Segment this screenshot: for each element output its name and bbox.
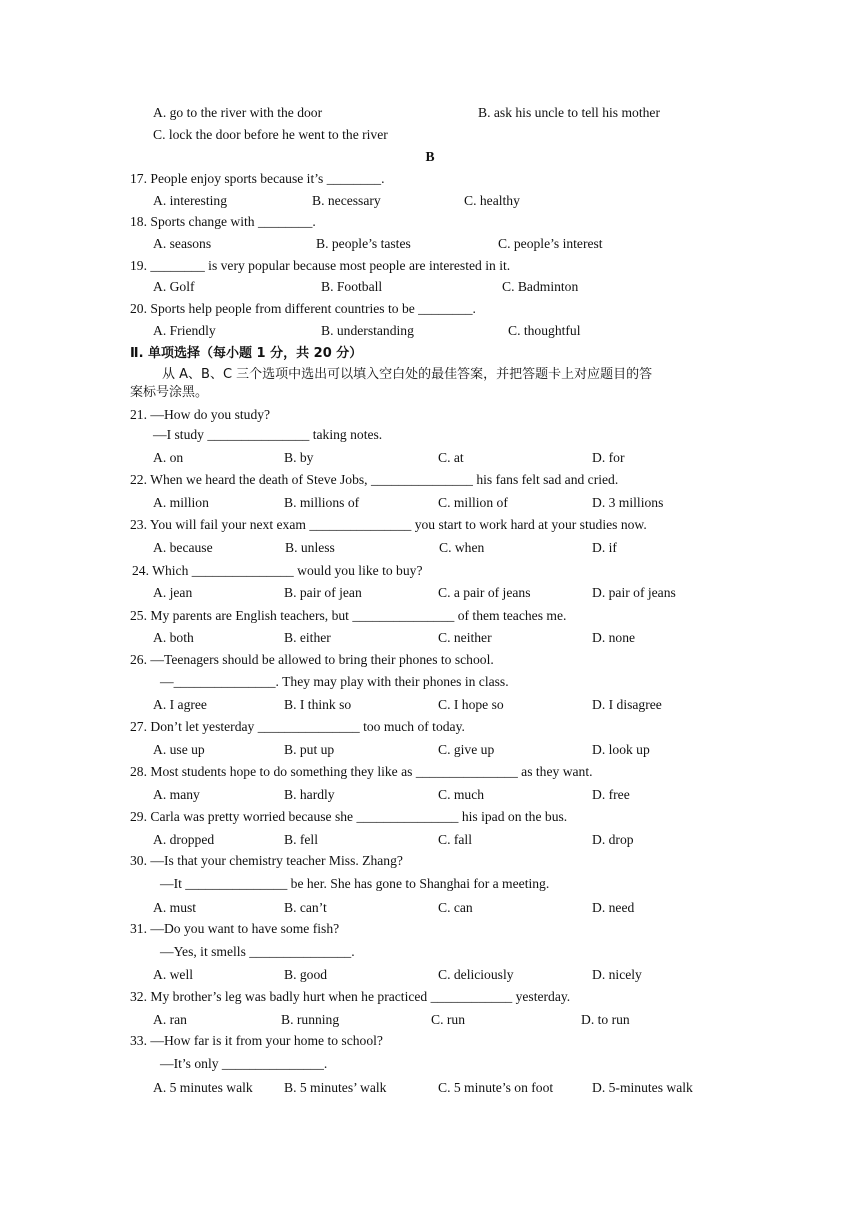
option-33-c: C. 5 minute’s on foot (438, 1080, 554, 1095)
section-2-title: Ⅱ. 单项选择（每小题 1 分，共 20 分） (130, 346, 363, 361)
option-27-a: A. use up (153, 742, 205, 757)
option-25-c: C. neither (438, 630, 492, 645)
option-27-c: C. give up (438, 742, 495, 757)
option-24-a: A. jean (153, 585, 193, 600)
option-26-d: D. I disagree (592, 697, 662, 712)
option-33-a: A. 5 minutes walk (153, 1080, 253, 1095)
option-28-d: D. free (592, 787, 630, 802)
option-30-d: D. need (592, 900, 635, 915)
option-29-b: B. fell (284, 832, 318, 847)
option-23-b: B. unless (285, 540, 335, 555)
option-27-b: B. put up (284, 742, 335, 757)
option-30-a: A. must (153, 900, 197, 915)
option-28-a: A. many (153, 787, 200, 802)
option-28-b: B. hardly (284, 787, 335, 802)
option-18-b: B. people’s tastes (316, 236, 411, 251)
question-19: 19. ________ is very popular because most people are interested in it. (130, 258, 511, 273)
option-21-d: D. for (592, 450, 625, 465)
option-24-b: B. pair of jean (284, 585, 362, 600)
option-33-d: D. 5-minutes walk (592, 1080, 693, 1095)
option-17-b: B. necessary (312, 193, 381, 208)
question-30-response: —It _______________ be her. She has gone to Shanghai for a meeting. (160, 876, 550, 891)
question-25: 25. My parents are English teachers, but _______________ of them teaches me. (130, 608, 567, 623)
option-32-d: D. to run (581, 1012, 630, 1027)
question-31-response: —Yes, it smells _______________. (160, 944, 355, 959)
option-21-c: C. at (438, 450, 464, 465)
option-32-b: B. running (281, 1012, 340, 1027)
option-26-b: B. I think so (284, 697, 352, 712)
question-22: 22. When we heard the death of Steve Jobs, _______________ his fans felt sad and cried. (130, 472, 619, 487)
question-21-response: —I study _______________ taking notes. (153, 427, 383, 442)
option-17-c: C. healthy (464, 193, 520, 208)
option-20-a: A. Friendly (153, 323, 216, 338)
question-18: 18. Sports change with ________. (130, 214, 316, 229)
option-20-b: B. understanding (321, 323, 414, 338)
question-24: 24. Which _______________ would you like to buy? (132, 563, 423, 578)
part-b-heading: B (425, 149, 435, 164)
option-32-c: C. run (431, 1012, 465, 1027)
question-17: 17. People enjoy sports because it’s ________. (130, 171, 385, 186)
question-27: 27. Don’t let yesterday _______________ too much of today. (130, 719, 465, 734)
option-30-b: B. can’t (284, 900, 327, 915)
option-16-a: A. go to the river with the door (153, 105, 323, 120)
question-33-response: —It’s only _______________. (160, 1056, 328, 1071)
option-17-a: A. interesting (153, 193, 227, 208)
question-20: 20. Sports help people from different countries to be ________. (130, 301, 476, 316)
option-16-b: B. ask his uncle to tell his mother (478, 105, 660, 120)
question-26: 26. —Teenagers should be allowed to bring their phones to school. (130, 652, 494, 667)
option-22-a: A. million (153, 495, 209, 510)
option-25-a: A. both (153, 630, 194, 645)
question-23: 23. You will fail your next exam _______________ you start to work hard at your studies now. (130, 517, 647, 532)
option-25-d: D. none (592, 630, 636, 645)
option-31-b: B. good (284, 967, 328, 982)
section-2-instruction-line2: 案标号涂黑。 (130, 385, 209, 400)
option-18-c: C. people’s interest (498, 236, 603, 251)
option-29-a: A. dropped (153, 832, 215, 847)
option-30-c: C. can (438, 900, 473, 915)
question-21: 21. —How do you study? (130, 407, 271, 422)
option-20-c: C. thoughtful (508, 323, 581, 338)
question-31: 31. —Do you want to have some fish? (130, 921, 340, 936)
option-19-c: C. Badminton (502, 279, 579, 294)
option-22-d: D. 3 millions (592, 495, 664, 510)
option-26-c: C. I hope so (438, 697, 504, 712)
option-31-d: D. nicely (592, 967, 642, 982)
question-29: 29. Carla was pretty worried because she _______________ his ipad on the bus. (130, 809, 568, 824)
option-31-c: C. deliciously (438, 967, 514, 982)
option-22-b: B. millions of (284, 495, 360, 510)
option-25-b: B. either (284, 630, 331, 645)
option-21-a: A. on (153, 450, 184, 465)
question-30: 30. —Is that your chemistry teacher Miss. Zhang? (130, 853, 403, 868)
option-31-a: A. well (153, 967, 194, 982)
option-21-b: B. by (284, 450, 314, 465)
question-32: 32. My brother’s leg was badly hurt when he practiced ____________ yesterday. (130, 989, 571, 1004)
question-33: 33. —How far is it from your home to school? (130, 1033, 383, 1048)
option-26-a: A. I agree (153, 697, 207, 712)
question-28: 28. Most students hope to do something they like as _______________ as they want. (130, 764, 593, 779)
option-19-b: B. Football (321, 279, 383, 294)
option-24-d: D. pair of jeans (592, 585, 676, 600)
option-16-c: C. lock the door before he went to the river (153, 127, 388, 142)
option-23-c: C. when (439, 540, 485, 555)
option-29-d: D. drop (592, 832, 634, 847)
option-33-b: B. 5 minutes’ walk (284, 1080, 387, 1095)
section-2-instruction-line1: 从 A、B、C 三个选项中选出可以填入空白处的最佳答案，并把答题卡上对应题目的答 (162, 367, 653, 382)
option-28-c: C. much (438, 787, 485, 802)
option-22-c: C. million of (438, 495, 508, 510)
option-32-a: A. ran (153, 1012, 187, 1027)
option-24-c: C. a pair of jeans (438, 585, 531, 600)
option-29-c: C. fall (438, 832, 472, 847)
option-19-a: A. Golf (153, 279, 195, 294)
question-26-response: —_______________. They may play with their phones in class. (160, 674, 509, 689)
option-18-a: A. seasons (153, 236, 212, 251)
option-27-d: D. look up (592, 742, 650, 757)
option-23-d: D. if (592, 540, 617, 555)
option-23-a: A. because (153, 540, 213, 555)
